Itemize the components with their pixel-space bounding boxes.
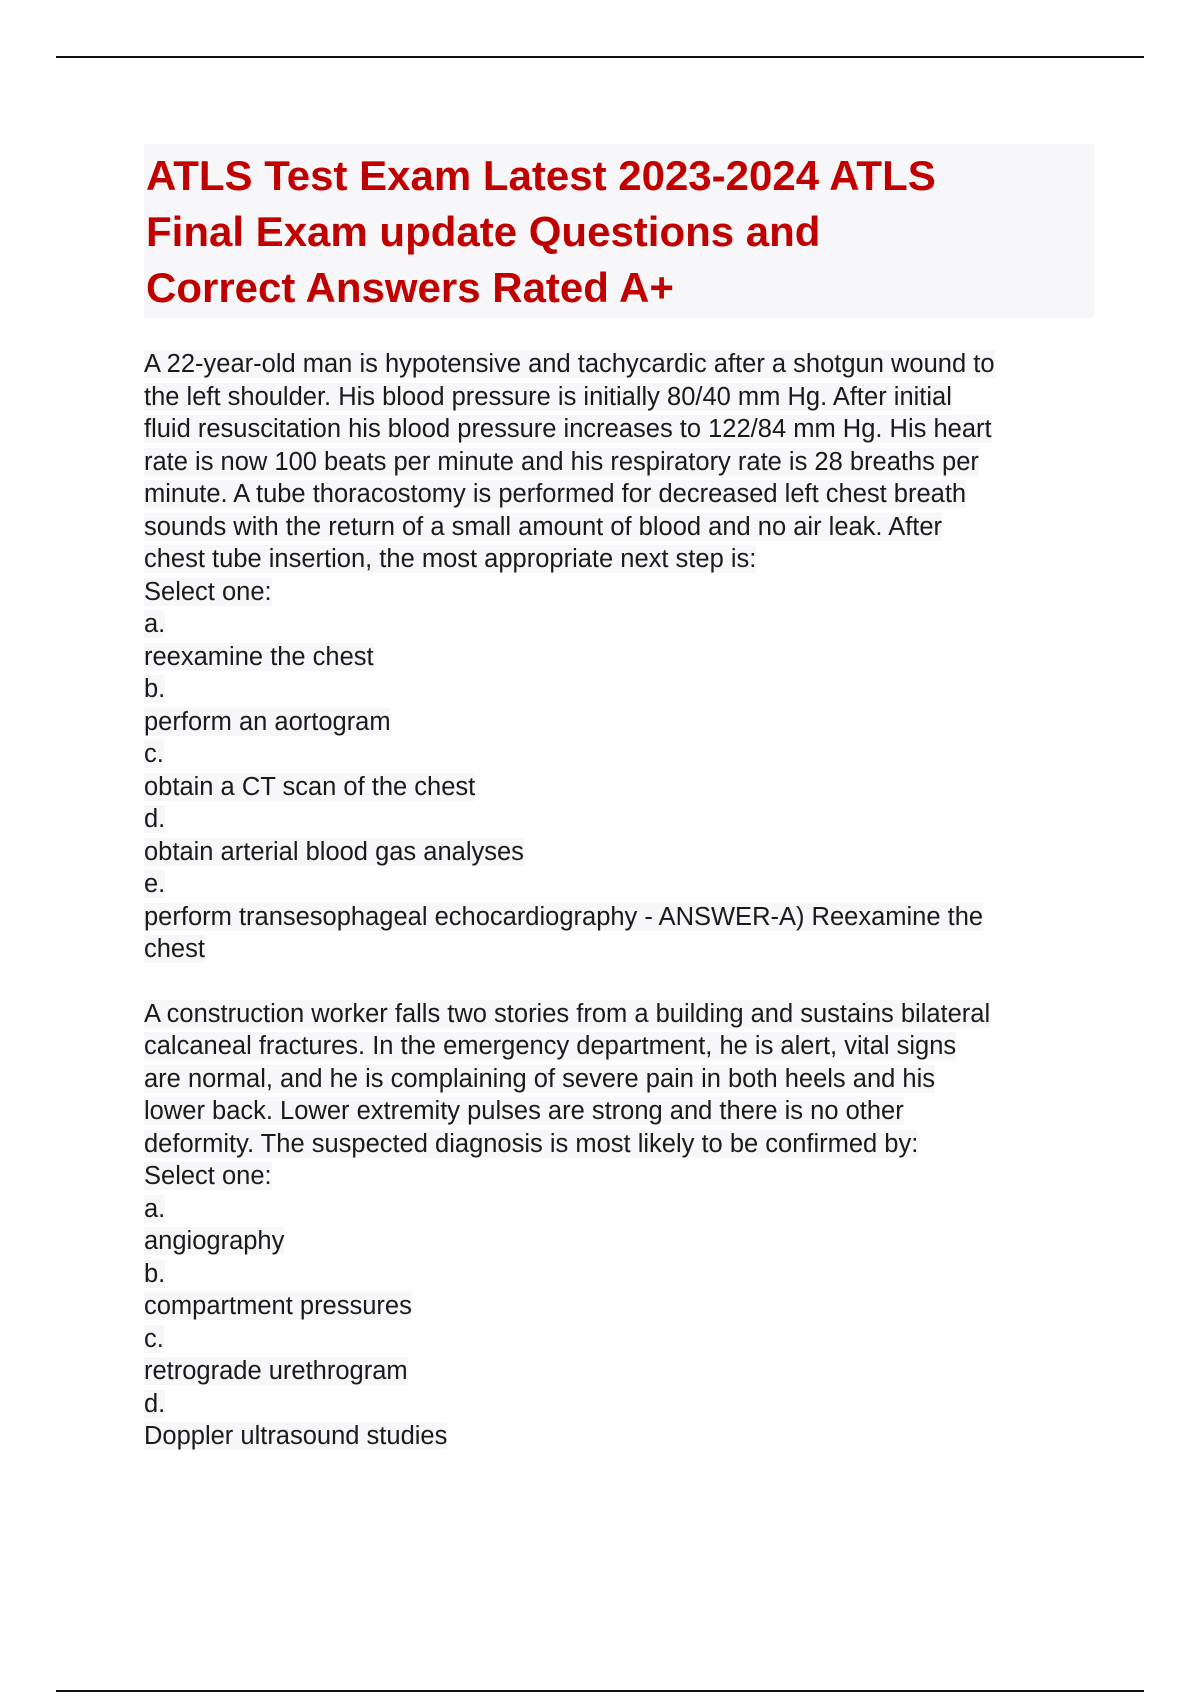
question-stem-line: calcaneal fractures. In the emergency department, he is alert, vital signs — [144, 1032, 957, 1060]
option-text: compartment pressures — [144, 1292, 412, 1320]
select-one-label: Select one: — [144, 1162, 272, 1190]
question-stem-line: fluid resuscitation his blood pressure increases to 122/84 mm Hg. His heart — [144, 415, 992, 443]
document-body — [144, 144, 1094, 1453]
option-letter: a. — [144, 610, 166, 638]
option-letter: a. — [144, 1194, 166, 1223]
option-text: reexamine the chest — [144, 642, 374, 671]
title-line: Correct Answers Rated A+ — [146, 264, 674, 311]
question-stem-line: sounds with the return of a small amount of blood and no air leak. After — [144, 512, 943, 541]
option-letter: b. — [144, 675, 166, 703]
question-stem-line: chest tube insertion, the most appropriate next step is: — [144, 545, 757, 573]
question-stem-line: lower back. Lower extremity pulses are strong and there is no other — [144, 1097, 904, 1125]
option-letter: d. — [144, 1389, 166, 1418]
option-text: obtain a CT scan of the chest — [144, 772, 476, 801]
question-1 — [144, 348, 1094, 966]
select-one-label: Select one: — [144, 577, 272, 606]
option-letter: d. — [144, 805, 166, 833]
option-text: obtain arterial blood gas analyses — [144, 837, 524, 866]
top-rule — [56, 56, 1144, 58]
option-text: Doppler ultrasound studies — [144, 1422, 448, 1450]
question-stem-line: A 22-year-old man is hypotensive and tachycardic after a shotgun wound to — [144, 350, 995, 378]
question-stem-line: the left shoulder. His blood pressure is initially 80/40 mm Hg. After initial — [144, 382, 952, 411]
bottom-rule — [56, 1690, 1144, 1692]
option-letter: c. — [144, 1324, 164, 1353]
option-letter: e. — [144, 870, 166, 898]
document-title — [144, 144, 1094, 318]
answer-continuation: chest — [144, 935, 205, 963]
option-letter: c. — [144, 740, 164, 768]
option-text: angiography — [144, 1227, 285, 1255]
question-stem-line: minute. A tube thoracostomy is performed for decreased left chest breath — [144, 480, 967, 508]
option-text: retrograde urethrogram — [144, 1357, 408, 1385]
question-2 — [144, 998, 1094, 1453]
option-letter: b. — [144, 1259, 166, 1288]
title-line: Final Exam update Questions and — [146, 208, 821, 255]
question-stem-line: deformity. The suspected diagnosis is most likely to be confirmed by: — [144, 1129, 919, 1158]
option-text-with-answer: perform transesophageal echocardiography - ANSWER-A) Reexamine the — [144, 902, 984, 931]
option-text: perform an aortogram — [144, 707, 391, 736]
question-stem-line: are normal, and he is complaining of severe pain in both heels and his — [144, 1064, 935, 1093]
question-stem-line: rate is now 100 beats per minute and his respiratory rate is 28 breaths per — [144, 447, 979, 476]
question-stem-line: A construction worker falls two stories from a building and sustains bilateral — [144, 999, 991, 1028]
title-line: ATLS Test Exam Latest 2023-2024 ATLS — [146, 152, 936, 199]
